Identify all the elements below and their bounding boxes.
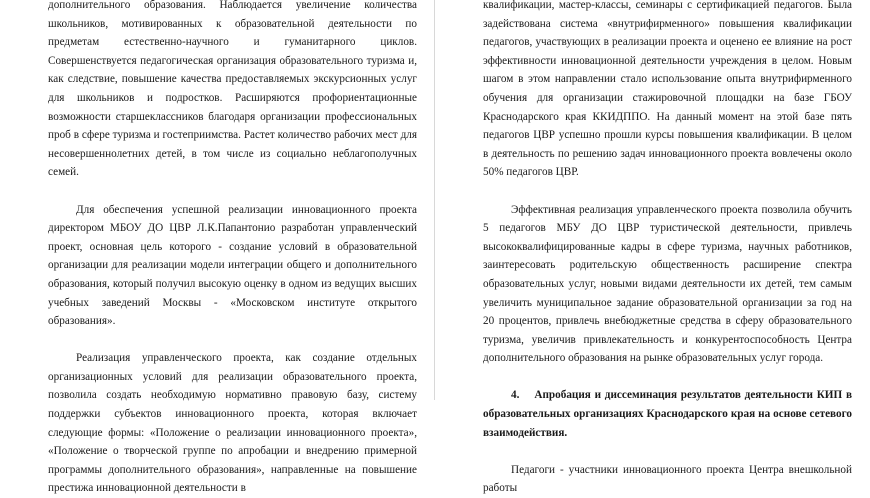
left-column [0,0,435,495]
section-number: 4. [511,389,520,402]
right-column [435,0,870,495]
paragraph-project-implementation: Реализация управленческого проекта, как создание отдельных организационных условий для реализации образовательного проекта, позволила создать необходимую нормативно правовую базу, систему поддержки субъектов инновационного проекта, которая включает следующие формы: «Положение о реализации инновационного проекта», «Положение о творческой группе по апробации и внедрению примерной программы дополнительного образования», направленные на повышение престижа инновационной деятельности в [48,352,417,495]
paragraph-qualification: квалификации, мастер-классы, семинары с сертификацией педагогов. Была задействована система «внутрифирменного» повышения квалификации педагогов, участвующих в реализации проекта и оценено ее влияние на рост эффективности инновационной деятельности учреждения в целом. Новым шагом в этом направлении стало использование опыта внутрифирменного обучения для организации стажировочной площадки на базе ГБОУ Краснодарского края ККИДППО. На данный момент на этой базе пять педагогов ЦВР успешно прошли курсы повышения квалификации. В целом в деятельность по решению задач инновационного проекта вовлечены около 50% педагогов ЦВР. [483,0,852,179]
paragraph-management-project: Для обеспечения успешной реализации инновационного проекта директором МБОУ ДО ЦВР Л.К.Папантонио разработан управленческий проект, основная цель которого - создание условий в образовательной организации для реализации модели интеграции общего и дополнительного образования, который получил высокую оценку в одном из ведущих высших учебных заведений Москвы - «Московском институте открытого образования». [48,203,417,328]
section-heading-text: Апробация и диссеминация результатов деятельности КИП в образовательных организациях Краснодарского края на основе сетевого взаимодействия. [483,389,852,439]
paragraph-continuation: дополнительного образования. Наблюдается увеличение количества школьников, мотивированных к образовательной деятельности по предметам естественно-научного и гуманитарного циклов. Совершенствуется педагогическая организация образовательного туризма и, как следствие, повышение качества предоставляемых экскурсионных услуг для школьников и подростков. Расширяются профориентационные возможности старшеклассников благодаря организации профессиональных проб в сфере туризма и гостеприимства. Растет количество рабочих мест для несовершеннолетних детей, в том числе из социально неблагополучных семей. [48,0,417,179]
paragraph-teachers: Педагоги - участники инновационного проекта Центра внешкольной работы [483,463,852,495]
section-heading-4 [483,386,852,442]
column-divider [434,0,435,400]
paragraph-effective-implementation: Эффективная реализация управленческого проекта позволила обучить 5 педагогов МБУ ДО ЦВР туристической деятельности, привлечь высококвалифицированные кадры в сфере туризма, научных работников, заинтересовать родительскую общественность расширение спектра образовательных услуг, новыми видами деятельности их детей, тем самым увеличить муниципальное задание образовательной организации за год на 20 процентов, привлечь внебюджетные средства в сферу образовательного туризма, увеличив привлекательность и конкурентоспособность Центра дополнительного образования на рынке образовательных услуг города. [483,203,852,365]
